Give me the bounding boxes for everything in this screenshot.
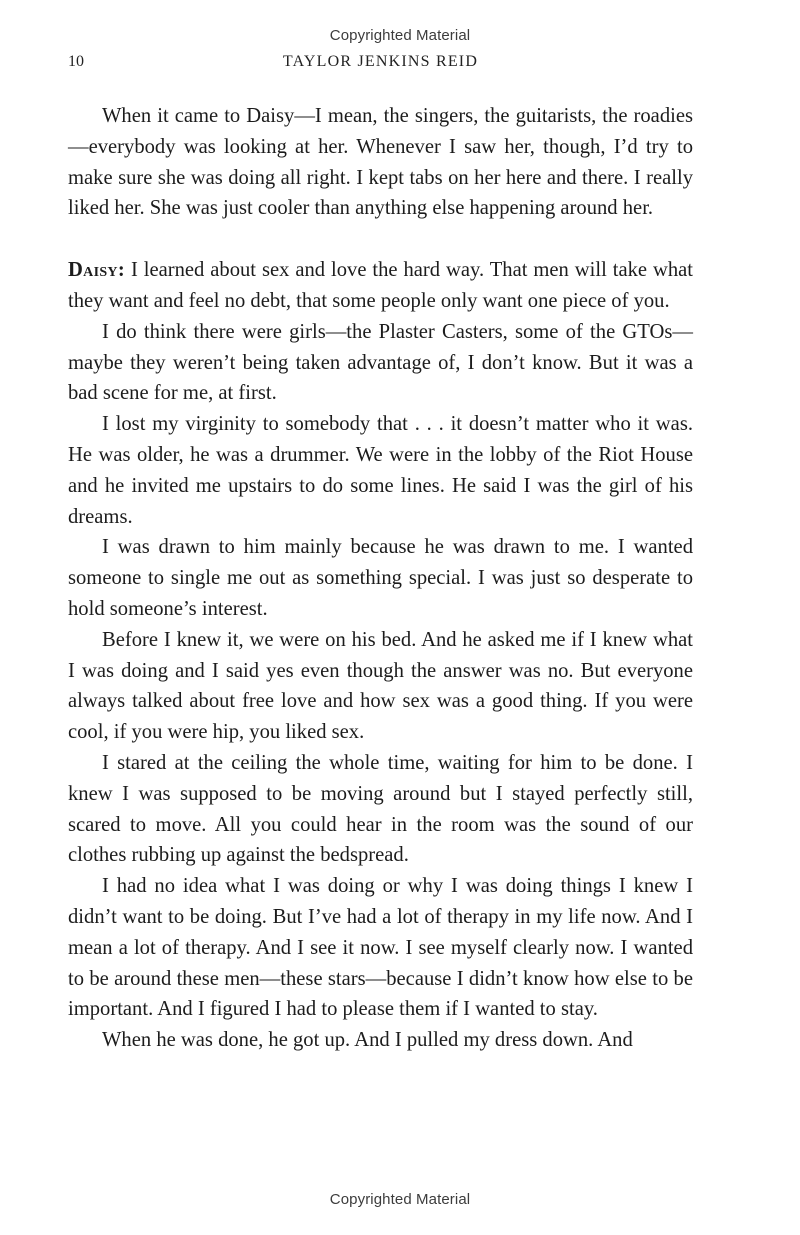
running-header <box>68 53 693 73</box>
paragraph-ceiling: I stared at the ceiling the whole time, waiting for him to be done. I knew I was supposed to be moving around but I stayed perfectly still, scared to move. All you could hear in the room was the sound of our clothes rubbing up against the bedspread. <box>68 751 693 867</box>
body-text <box>68 101 693 1056</box>
paragraph-his-bed: Before I knew it, we were on his bed. And he asked me if I knew what I was doing and I said yes even though the answer was no. But everyone always talked about free love and how sex was a good thing. If you were cool, if you were hip, you liked sex. <box>68 628 693 744</box>
paragraph-plaster-casters: I do think there were girls—the Plaster Casters, some of the GTOs—maybe they weren’t being taken advantage of, I don’t know. But it was a bad scene for me, at first. <box>68 320 693 405</box>
daisy-opening-paragraph <box>68 255 693 317</box>
copyright-watermark-bottom: Copyrighted Material <box>329 1191 471 1208</box>
paragraph-roadies: When it came to Daisy—I mean, the singers, the guitarists, the roadies—everybody was looking at her. Whenever I saw her, though, I’d try to make sure she was doing all right. I kept tabs on her here and there. I really liked her. She was just cooler than anything else happening around her. <box>68 105 693 220</box>
speaker-label: Daisy: <box>68 259 125 282</box>
daisy-opening-text: I learned about sex and love the hard way. That men will take what they want and feel no debt, that some people only want one piece of you. <box>68 259 693 312</box>
paragraph-when-done: When he was done, he got up. And I pulled my dress down. And <box>102 1029 633 1052</box>
paragraph-therapy: I had no idea what I was doing or why I was doing things I knew I didn’t want to be doing. But I’ve had a lot of therapy in my life now. And I mean a lot of therapy. And I see it now. I see myself clearly now. I wanted to be around these men—these stars—because I didn’t know how else to be important. And I figured I had to please them if I wanted to stay. <box>68 875 693 1021</box>
book-author: TAYLOR JENKINS REID <box>282 53 479 70</box>
paragraph-virginity: I lost my virginity to somebody that . . . it doesn’t matter who it was. He was older, he was a drummer. We were in the lobby of the Riot House and he invited me upstairs to do some lines. He said I was the girl of his dreams. <box>68 413 693 528</box>
paragraph-drawn-to-him: I was drawn to him mainly because he was drawn to me. I wanted someone to single me out as something special. I was just so desperate to hold someone’s interest. <box>68 536 693 620</box>
page-number: 10 <box>68 53 84 70</box>
copyright-watermark-top: Copyrighted Material <box>329 27 471 44</box>
